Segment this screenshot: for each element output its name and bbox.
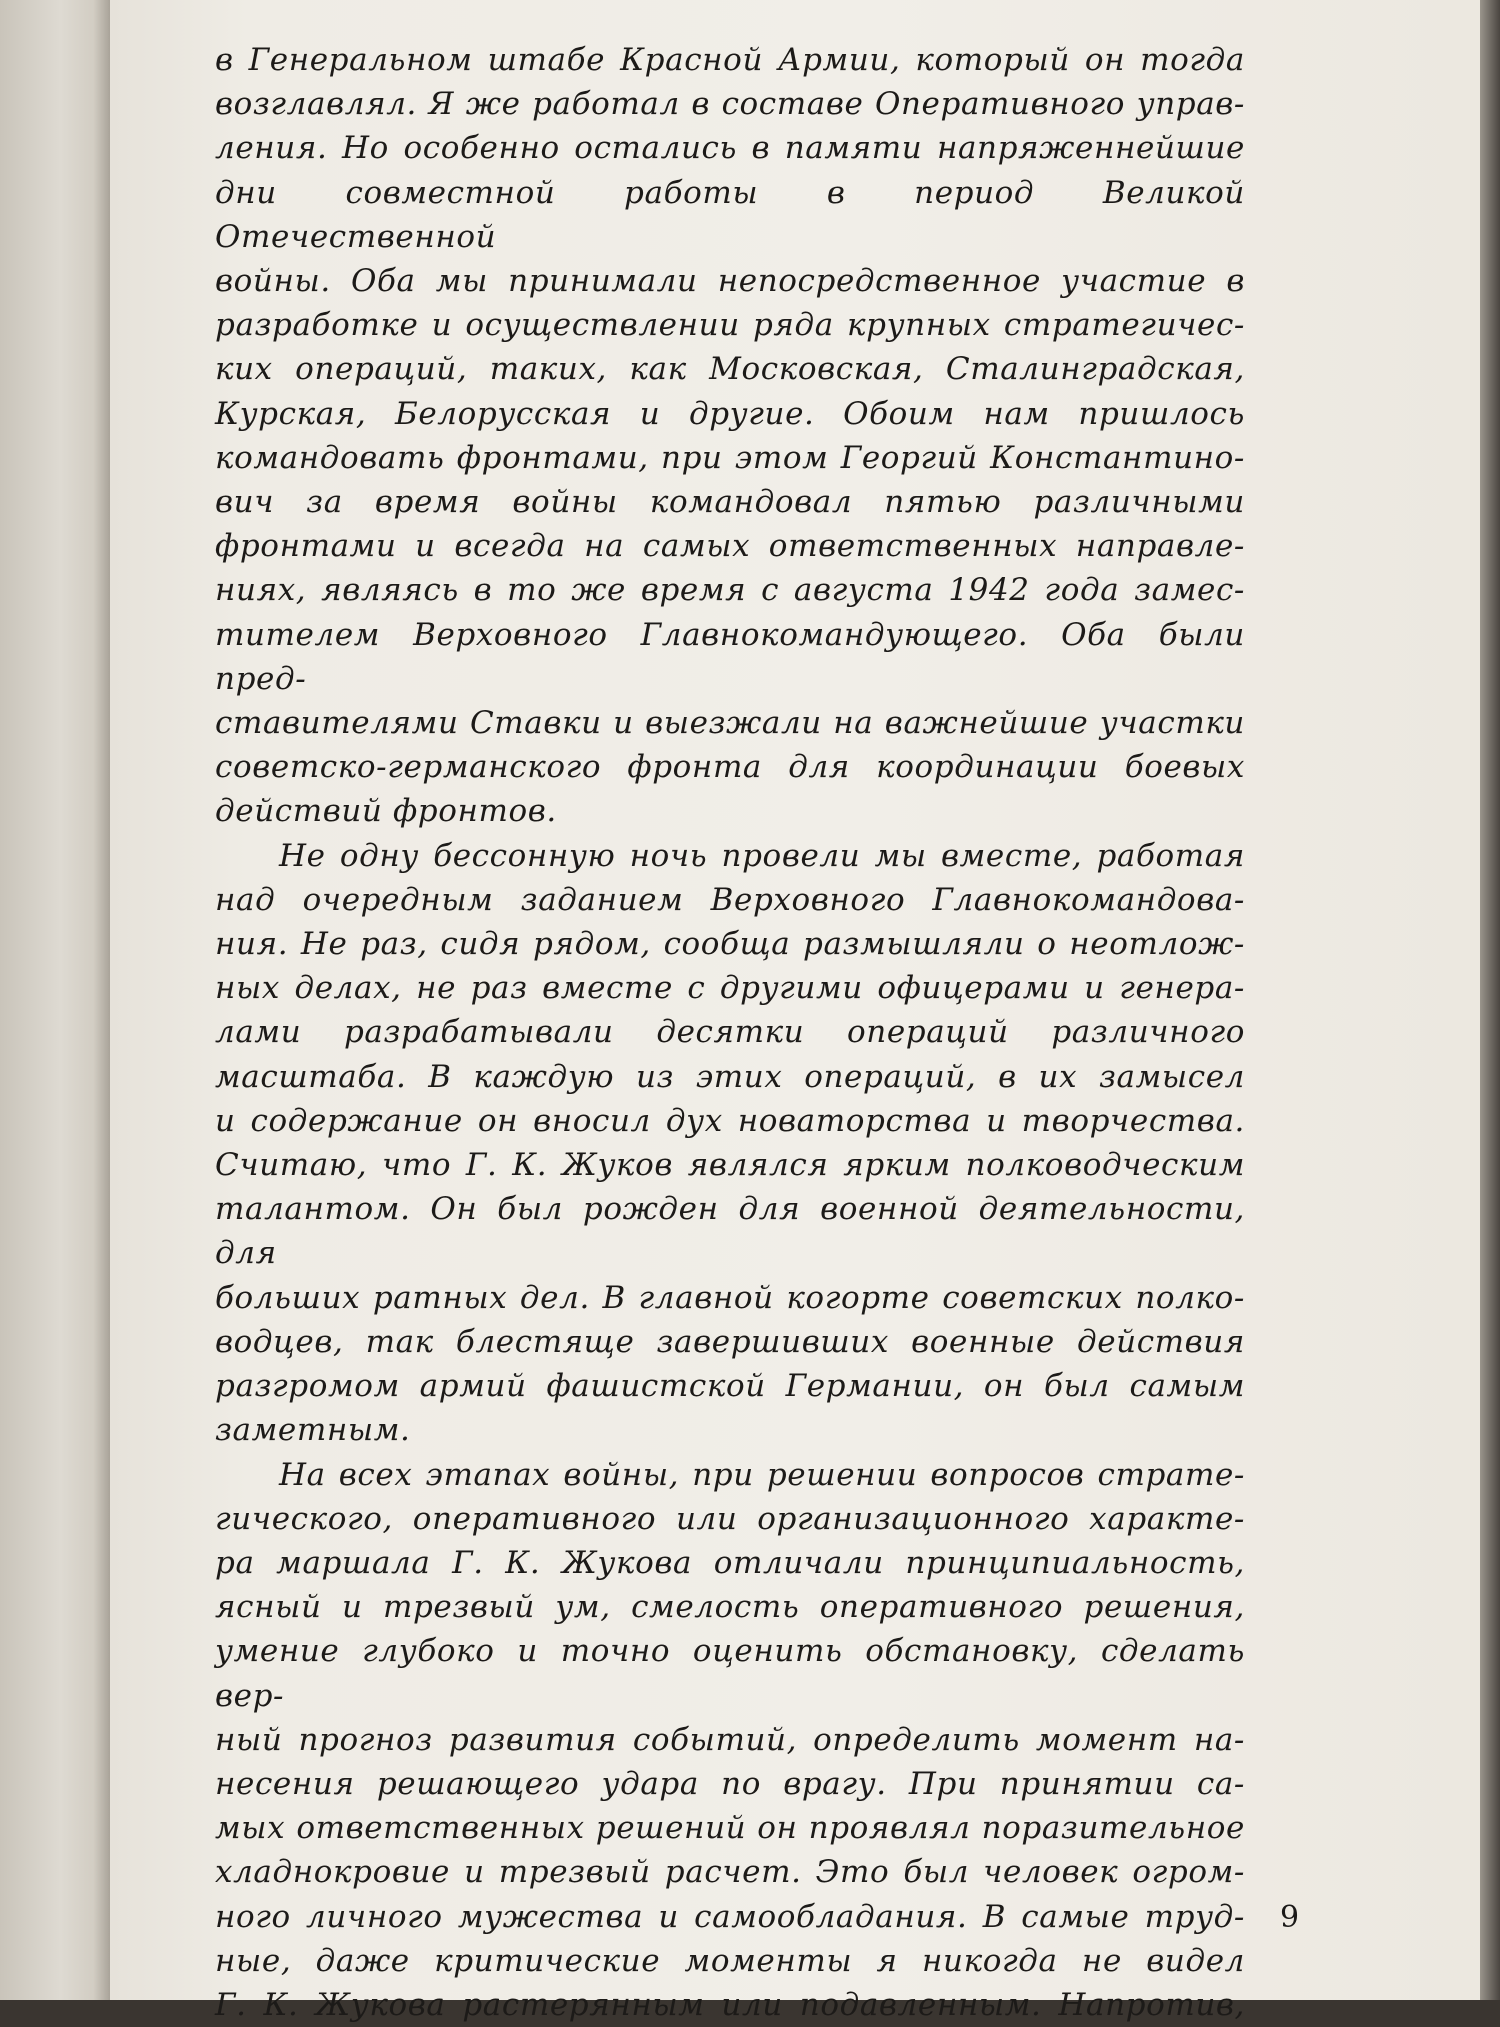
text-line: фронтами и всегда на самых ответственных направле-: [215, 528, 1245, 565]
text-line: ра маршала Г. К. Жукова отличали принципиальность,: [215, 1544, 1245, 1581]
text-line: умение глубоко и точно оценить обстановку, сделать вер-: [215, 1633, 1245, 1714]
text-line: несения решающего удара по врагу. При принятии са-: [215, 1765, 1245, 1802]
text-line: командовать фронтами, при этом Георгий Константино-: [215, 439, 1245, 476]
text-line: гического, оперативного или организационного характе-: [215, 1500, 1245, 1537]
book-gutter: [0, 0, 110, 2000]
text-line: лами разрабатывали десятки операций различного: [215, 1014, 1245, 1051]
text-line: ления. Но особенно остались в памяти напряженнейшие: [215, 130, 1245, 167]
text-line: ниях, являясь в то же время с августа 1942 года замес-: [215, 572, 1245, 609]
text-line: вич за время войны командовал пятью различными: [215, 484, 1245, 521]
text-line: дни совместной работы в период Великой Отечественной: [215, 174, 1245, 255]
text-line: Г. К. Жукова растерянным или подавленным. Напротив,: [215, 1986, 1245, 2023]
text-line: мых ответственных решений он проявлял поразительное: [215, 1810, 1245, 1847]
paragraph-end-line: заметным.: [215, 1412, 411, 1449]
text-line: ный прогноз развития событий, определить момент на-: [215, 1721, 1245, 1758]
text-line: Считаю, что Г. К. Жуков являлся ярким полководческим: [215, 1147, 1245, 1184]
text-line: ния. Не раз, сидя рядом, сообща размышляли о неотлож-: [215, 926, 1245, 963]
paragraph-first-line: На всех этапах войны, при решении вопросов страте-: [279, 1456, 1245, 1493]
text-line: Курская, Белорусская и другие. Обоим нам пришлось: [215, 395, 1245, 432]
text-line: и содержание он вносил дух новаторства и творчества.: [215, 1102, 1245, 1139]
text-line: ких операций, таких, как Московская, Сталинградская,: [215, 351, 1245, 388]
text-line: возглавлял. Я же работал в составе Оперативного управ-: [215, 86, 1245, 123]
paragraph-first-line: Не одну бессонную ночь провели мы вместе, работая: [279, 837, 1245, 874]
text-line: ставителями Ставки и выезжали на важнейшие участки: [215, 705, 1245, 742]
text-line: войны. Оба мы принимали непосредственное участие в: [215, 263, 1245, 300]
text-line: ных делах, не раз вместе с другими офицерами и генера-: [215, 970, 1245, 1007]
text-line: больших ратных дел. В главной когорте советских полко-: [215, 1279, 1245, 1316]
page-number: 9: [1280, 1900, 1300, 1935]
text-line: ного личного мужества и самообладания. В самые труд-: [215, 1898, 1245, 1935]
text-line: над очередным заданием Верховного Главнокомандова-: [215, 881, 1245, 918]
text-line: советско-германского фронта для координации боевых: [215, 749, 1245, 786]
text-line: в Генеральном штабе Красной Армии, который он тогда: [215, 42, 1245, 78]
text-line: тителем Верховного Главнокомандующего. Оба были пред-: [215, 616, 1245, 697]
text-line: ные, даже критические моменты я никогда не видел: [215, 1942, 1245, 1979]
text-line: ясный и трезвый ум, смелость оперативного решения,: [215, 1589, 1245, 1626]
text-line: разработке и осуществлении ряда крупных стратегичес-: [215, 307, 1245, 344]
page-body-text: [215, 38, 1245, 2027]
text-line: талантом. Он был рожден для военной деятельности, для: [215, 1191, 1245, 1272]
page-edge-shadow: [1480, 0, 1500, 2000]
text-line: хладнокровие и трезвый расчет. Это был человек огром-: [215, 1854, 1245, 1891]
text-line: водцев, так блестяще завершивших военные действия: [215, 1323, 1245, 1360]
text-line: масштаба. В каждую из этих операций, в их замысел: [215, 1058, 1245, 1095]
paragraph-end-line: действий фронтов.: [215, 793, 557, 830]
text-line: разгромом армий фашистской Германии, он был самым: [215, 1368, 1245, 1405]
